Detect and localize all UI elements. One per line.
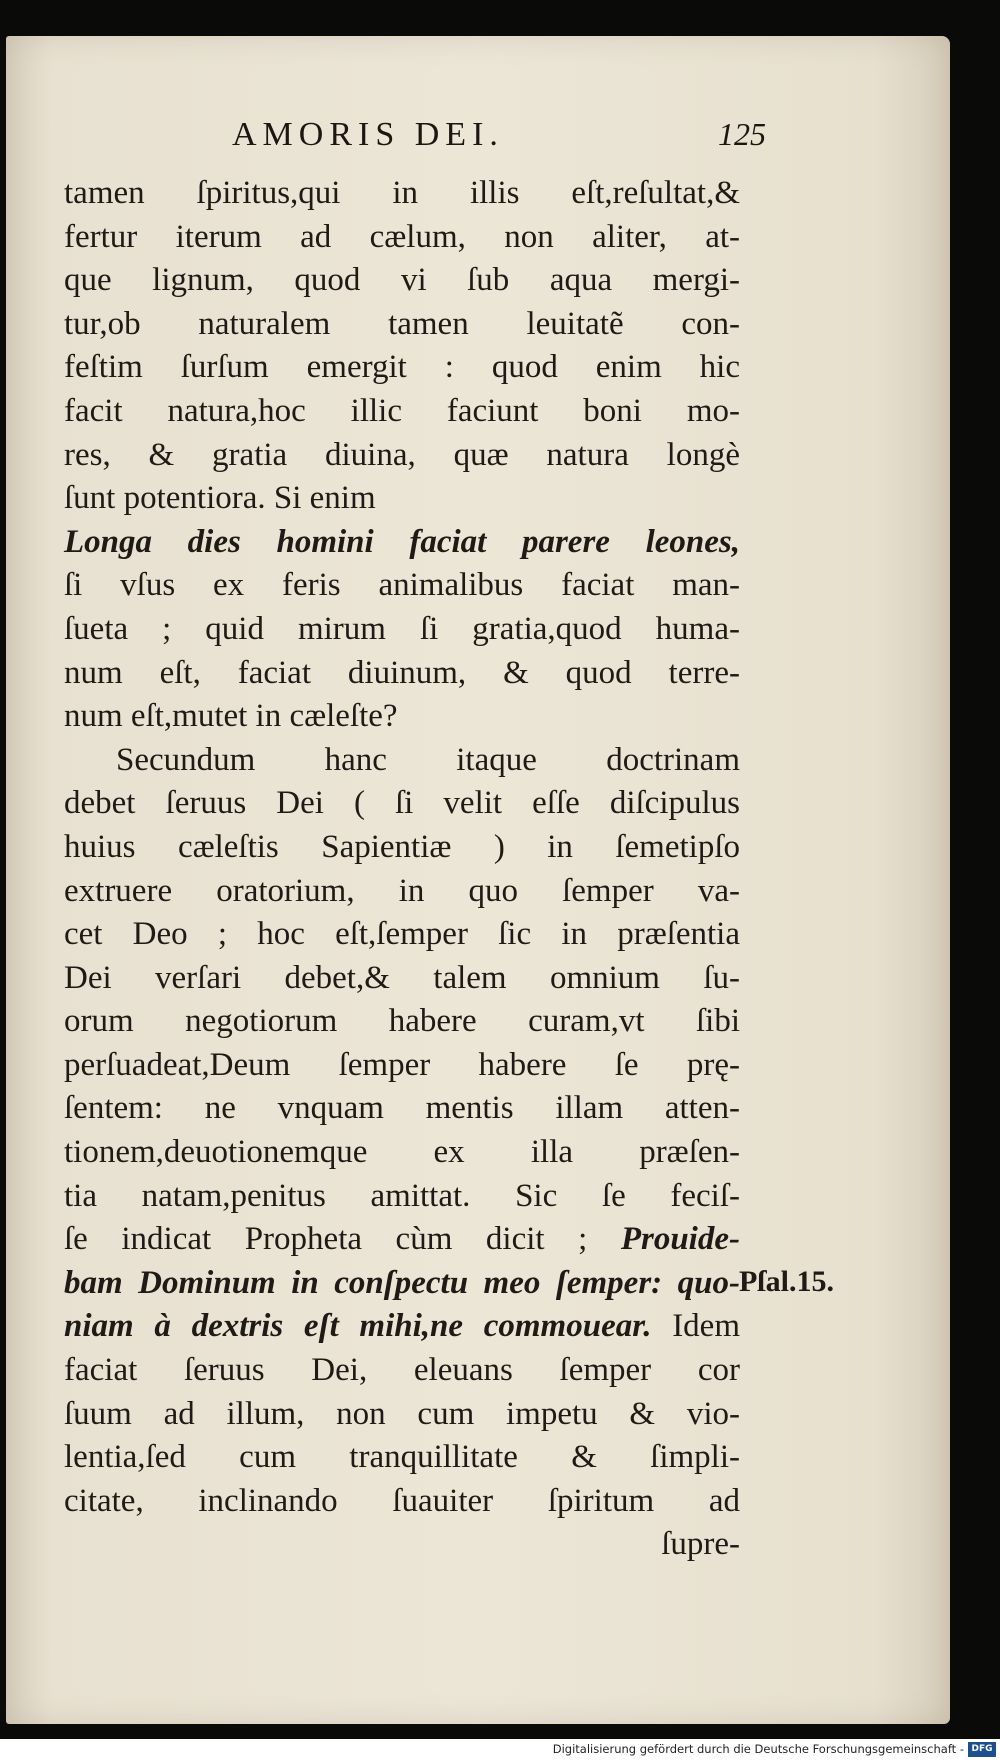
line-segment: Idem	[651, 1308, 740, 1345]
footer-bar	[0, 1739, 1000, 1762]
text-line: tia natam,penitus amittat. Sic ſe feciſ-	[64, 1177, 740, 1214]
line-segment: ſe indicat Propheta cùm dicit ;	[64, 1221, 621, 1258]
line-segment-italic: niam à dextris eſt mihi,ne commouear.	[64, 1308, 652, 1345]
footer-credit: Digitalisierung gefördert durch die Deutsche Forschungsgemeinschaft -	[552, 1742, 964, 1756]
body-text	[64, 172, 740, 1567]
text-line: tionem,deuotionemque ex illa præſen-	[64, 1134, 740, 1171]
running-head	[6, 114, 950, 164]
text-line: extruere oratorium, in quo ſemper va-	[64, 872, 740, 909]
text-line: tur,ob naturalem tamen leuitatẽ con-	[64, 305, 740, 342]
marginal-note: Pſal.15.	[739, 1265, 834, 1298]
text-line: ſentem: ne vnquam mentis illam atten-	[64, 1090, 740, 1127]
text-line: ſupre-	[661, 1526, 740, 1563]
text-line: faciat ſeruus Dei, eleuans ſemper cor	[64, 1352, 740, 1389]
text-line	[64, 1218, 740, 1262]
text-line: huius cæleſtis Sapientiæ ) in ſemetipſo	[64, 828, 740, 865]
text-line: feſtim ſurſum emergit : quod enim hic	[64, 349, 740, 386]
running-head-title: AMORIS DEI.	[232, 116, 504, 153]
text-line: num eſt, faciat diuinum, & quod terre-	[64, 654, 740, 691]
text-line: ſueta ; quid mirum ſi gratia,quod huma-	[64, 610, 740, 647]
text-line: lentia,ſed cum tranquillitate & ſimpli-	[64, 1439, 740, 1476]
text-line: ſuum ad illum, non cum impetu & vio-	[64, 1395, 740, 1432]
text-line: cet Deo ; hoc eſt,ſemper ſic in præſentia	[64, 916, 740, 953]
dfg-logo: DFG	[968, 1742, 996, 1757]
line-segment-italic: Prouide-	[620, 1221, 740, 1258]
text-line: num eſt,mutet in cæleſte?	[64, 698, 398, 735]
text-line: Dei verſari debet,& talem omnium ſu-	[64, 959, 740, 996]
text-line: ſunt potentiora. Si enim	[64, 480, 376, 517]
text-line: perſuadeat,Deum ſemper habere ſe prę-	[64, 1046, 740, 1083]
text-line: debet ſeruus Dei ( ſi velit eſſe diſcipulus	[64, 785, 740, 822]
text-line: res, & gratia diuina, quæ natura longè	[64, 436, 740, 473]
text-line: fertur iterum ad cælum, non aliter, at-	[64, 218, 740, 255]
text-line	[64, 1305, 740, 1349]
text-line: ſi vſus ex feris animalibus faciat man-	[64, 567, 740, 604]
text-line: Longa dies homini faciat parere leones,	[64, 523, 740, 560]
text-line: orum negotiorum habere curam,vt ſibi	[64, 1003, 740, 1040]
book-page	[6, 36, 950, 1724]
text-line: tamen ſpiritus,qui in illis eſt,reſultat,&	[64, 175, 740, 211]
text-line: Secundum hanc itaque doctrinam	[116, 741, 740, 778]
page-number: 125	[718, 116, 766, 152]
text-line: que lignum, quod vi ſub aqua mergi-	[64, 262, 740, 299]
text-line: bam Dominum in conſpectu meo ſemper: quo-	[64, 1264, 740, 1301]
text-line: facit natura,hoc illic faciunt boni mo-	[64, 392, 740, 429]
text-line: citate, inclinando ſuauiter ſpiritum ad	[64, 1482, 740, 1519]
